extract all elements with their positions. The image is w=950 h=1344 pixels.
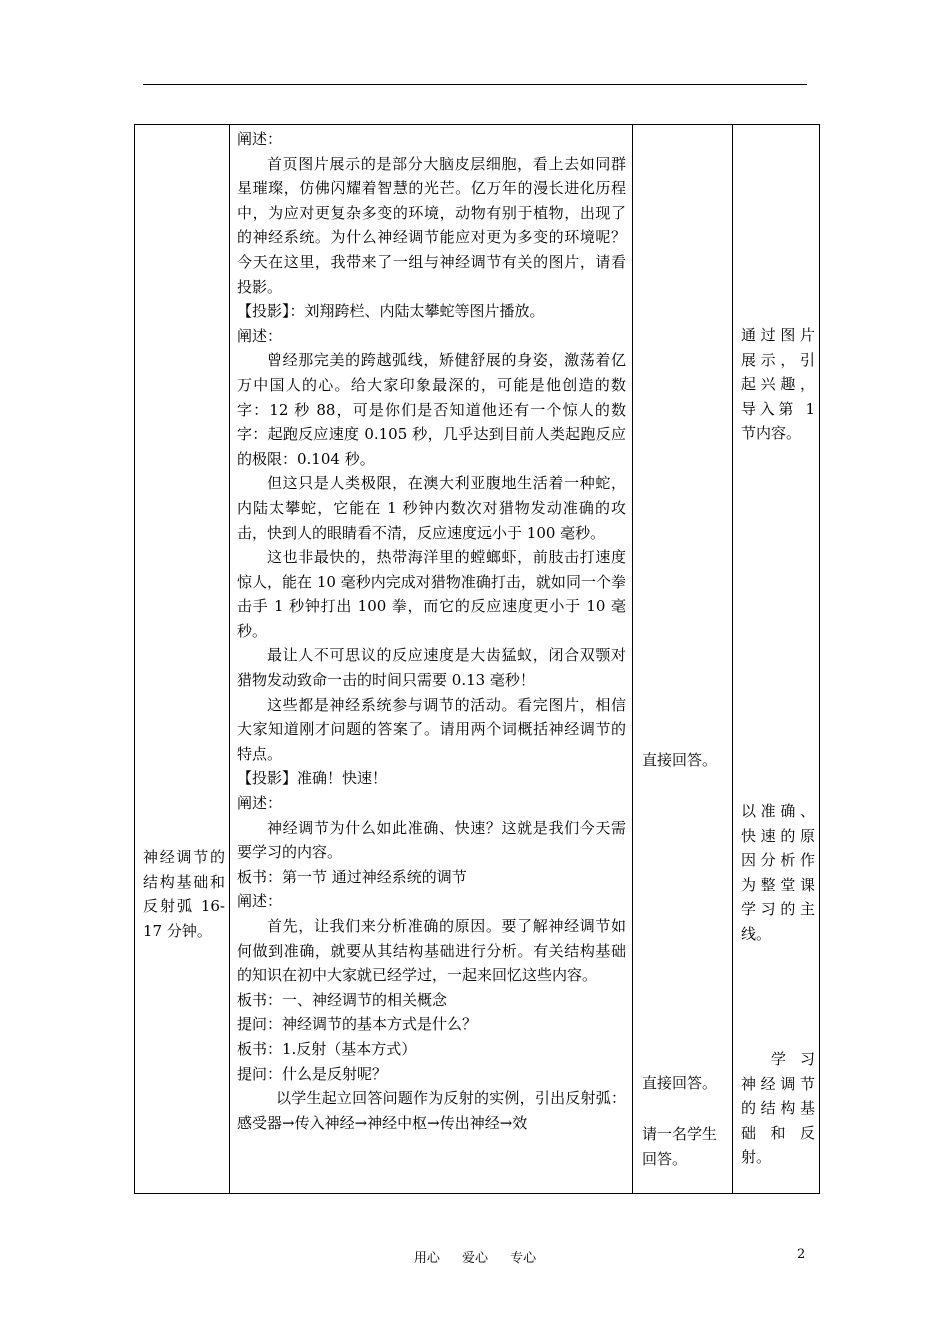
design-intent: 以准确、快速的原因分析作为整堂课学习的主线。 — [741, 802, 815, 943]
section-label: 神经调节的结构基础和反射弧 16-17 分钟。 — [143, 848, 225, 940]
footer-word: 用心 — [413, 1251, 440, 1266]
paragraph: 首先，让我们来分析准确的原因。要了解神经调节如何做到准确，就要从其结构基础进行分析。有关结构基础的知识在初中大家就已经学过，一起来回忆这些内容。 — [237, 917, 626, 985]
teacher-activity-column — [230, 125, 633, 1194]
paragraph: 这些都是神经系统参与调节的活动。看完图片，相信大家知道刚才问题的答案了。请用两个词概括神经调节的特点。 — [237, 695, 626, 763]
paragraph: 提问：什么是反射呢？ — [237, 1064, 388, 1083]
paragraph: 阐述： — [237, 794, 283, 813]
page-number: 2 — [797, 1247, 806, 1262]
paragraph: 曾经那完美的跨越弧线，矫健舒展的身姿，激荡着亿万中国人的心。给大家印象最深的，可能是他创造的数字：12 秒 88，可是你们是否知道他还有一个惊人的数字：起跑反应速度 0.105 秒，几乎达到目前人类起跑反应的极限：0.104 秒。 — [237, 351, 626, 468]
section-column — [135, 125, 230, 1194]
paragraph: 【投影】准确！快速！ — [237, 769, 388, 788]
paragraph: 板书：一、神经调节的相关概念 — [237, 990, 448, 1009]
header-rule — [143, 84, 807, 85]
paragraph: 板书：第一节 通过神经系统的调节 — [237, 867, 467, 886]
paragraph: 以学生起立回答问题作为反射的实例，引出反射弧：感受器→传入神经→神经中枢→传出神经→效 — [237, 1089, 626, 1132]
paragraph: 阐述： — [237, 130, 283, 148]
paragraph: 阐述： — [237, 892, 283, 911]
paragraph: 阐述： — [237, 326, 283, 345]
footer-motto — [0, 1247, 950, 1266]
student-response: 直接回答。 — [642, 751, 718, 769]
footer-word: 爱心 — [461, 1251, 488, 1266]
paragraph: 首页图片展示的是部分大脑皮层细胞，看上去如同群星璀璨，仿佛闪耀着智慧的光芒。亿万年的漫长进化历程中，为应对更复杂多变的环境，动物有别于植物，出现了的神经系统。为什么神经调节能应对更为多变的环境呢？今天在这里，我带来了一组与神经调节有关的图片，请看投影。 — [237, 154, 626, 296]
paragraph: 最让人不可思议的反应速度是大齿猛蚁，闭合双颚对猎物发动致命一击的时间只需要 0.13 毫秒！ — [237, 646, 626, 690]
design-intent: 学习神经调节的结构基础和反射。 — [741, 1050, 815, 1167]
design-intent-column — [733, 125, 820, 1194]
paragraph: 但这只是人类极限，在澳大利亚腹地生活着一种蛇，内陆太攀蛇，它能在 1 秒钟内数次对猎物发动准确的攻击，快到人的眼睛看不清，反应速度远小于 100 毫秒。 — [237, 474, 626, 542]
student-response: 直接回答。 — [642, 1074, 718, 1092]
paragraph: 提问：神经调节的基本方式是什么？ — [237, 1015, 478, 1034]
paragraph: 神经调节为什么如此准确、快速？这就是我们今天需要学习的内容。 — [237, 818, 626, 862]
lesson-plan-table — [134, 124, 820, 1194]
footer-word: 专心 — [510, 1251, 537, 1266]
student-activity-column — [633, 125, 733, 1194]
design-intent: 通过图片展示，引起兴趣，导入第 1 节内容。 — [741, 326, 815, 443]
paragraph: 板书：1.反射（基本方式） — [237, 1039, 417, 1058]
paragraph: 这也非最快的，热带海洋里的螳螂虾，前肢击打速度惊人，能在 10 毫秒内完成对猎物准确打击，就如同一个拳击手 1 秒钟打出 100 拳，而它的反应速度更小于 10 毫秒。 — [237, 548, 626, 640]
paragraph: 【投影】：刘翔跨栏、内陆太攀蛇等图片播放。 — [237, 302, 545, 321]
student-response: 请一名学生回答。 — [642, 1125, 718, 1168]
teacher-activity-text — [230, 125, 632, 1135]
